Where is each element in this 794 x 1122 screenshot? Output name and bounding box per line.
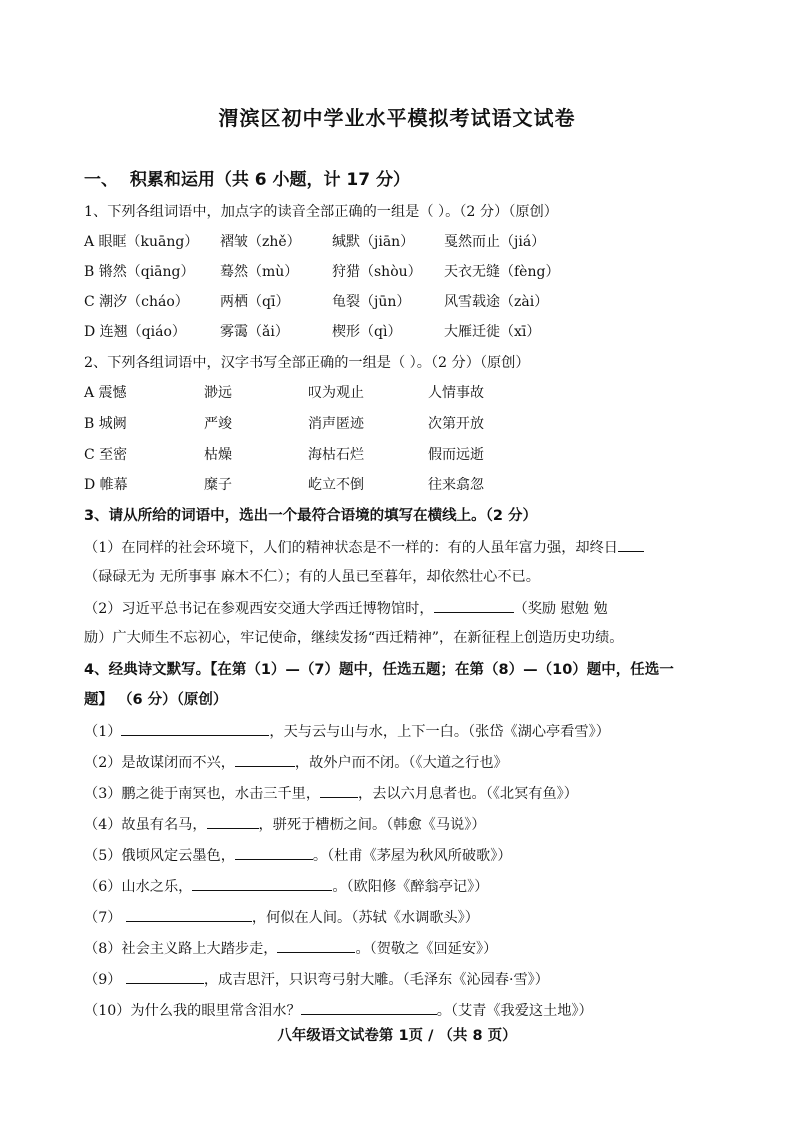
question-2-stem: 2、下列各组词语中，汉字书写全部正确的一组是（ ）。（2 分）（原创） <box>84 355 530 371</box>
option-cell: B 锵然（qiāng） <box>84 264 195 280</box>
exam-title: 渭滨区初中学业水平模拟考试语文试卷 <box>218 106 576 130</box>
answer-blank[interactable] <box>301 1000 437 1015</box>
option-cell: A 震憾 <box>84 385 127 401</box>
recitation-item <box>84 1000 593 1021</box>
item-text: （2）是故谋闭而不兴， <box>84 755 235 771</box>
option-cell: 人情事故 <box>428 385 484 401</box>
item-text: ，何似在人间。（苏轼《水调歌头》） <box>251 910 479 926</box>
recitation-item <box>84 938 497 959</box>
option-cell: 雾霭（ǎi） <box>220 324 289 340</box>
option-cell: D 连翘（qiáo） <box>84 324 186 340</box>
option-cell: 风雪载途（zài） <box>444 294 549 310</box>
answer-blank[interactable] <box>126 969 204 984</box>
option-cell: B 城阙 <box>84 416 127 432</box>
answer-blank[interactable] <box>207 814 259 829</box>
item-text: （3）鹏之徙于南冥也，水击三千里， <box>84 786 321 802</box>
recitation-item <box>84 721 610 742</box>
option-cell: D 帷幕 <box>84 477 128 493</box>
recitation-item <box>84 907 479 928</box>
answer-blank[interactable] <box>121 721 269 736</box>
item-text: ，骈死于槽枥之间。（韩愈《马说》） <box>258 817 486 833</box>
answer-blank[interactable] <box>126 907 252 922</box>
item-text: ，故外户而不闭。（《大道之行也》 <box>294 755 508 771</box>
answer-blank[interactable] <box>235 845 313 860</box>
option-cell: 次第开放 <box>428 416 484 432</box>
option-cell: 海枯石烂 <box>308 447 364 463</box>
question-3-text: （奖励 慰勉 勉 <box>513 601 608 617</box>
option-cell: 大雁迁徙（xī） <box>444 324 541 340</box>
option-cell: 消声匿迹 <box>308 416 364 432</box>
question-3-stem: 3、请从所给的词语中，选出一个最符合语境的填写在横线上。（2 分） <box>84 508 537 524</box>
option-cell: 假而远逝 <box>428 447 484 463</box>
item-text: （5）俄顷风定云墨色， <box>84 848 235 864</box>
option-cell: 龟裂（jūn） <box>332 294 411 310</box>
question-3-line <box>84 598 608 619</box>
recitation-item <box>84 969 549 990</box>
answer-blank[interactable] <box>618 537 644 552</box>
item-text: 。（杜甫《茅屋为秋风所破歌》） <box>312 848 512 864</box>
option-cell: 两栖（qī） <box>220 294 290 310</box>
item-text: 。（贺敬之《回延安》） <box>355 941 498 957</box>
option-cell: 严竣 <box>204 416 232 432</box>
option-cell: 屹立不倒 <box>308 477 364 493</box>
option-cell: 狩猎（shòu） <box>332 264 422 280</box>
answer-blank[interactable] <box>320 783 358 798</box>
item-text: 。（艾青《我爱这土地》） <box>436 1003 593 1019</box>
item-text: 。（欧阳修《醉翁亭记》） <box>332 879 489 895</box>
question-4-stem: 4、经典诗文默写。【在第（1）—（7）题中，任选五题；在第（8）—（10）题中，任选一 <box>84 662 674 678</box>
question-3-text: （碌碌无为 无所事事 麻木不仁）；有的人虽已至暮年，却依然壮心不已。 <box>84 569 540 585</box>
item-text: ，天与云与山与水，上下一白。（张岱《湖心亭看雪》） <box>269 724 610 740</box>
option-cell: C 至密 <box>84 447 128 463</box>
item-text: ，成吉思汗，只识弯弓射大雕。（毛泽东《沁园春·雪》） <box>203 972 549 988</box>
question-3-text: （2）习近平总书记在参观西安交通大学西迁博物馆时， <box>84 601 434 617</box>
option-cell: C 潮汐（cháo） <box>84 294 189 310</box>
recitation-item <box>84 876 488 897</box>
page-footer: 八年级语文试卷第 1页 / （共 8 页） <box>277 1028 517 1044</box>
answer-blank[interactable] <box>434 598 514 613</box>
option-cell: 褶皱（zhě） <box>220 234 301 250</box>
option-cell: 蓦然（mù） <box>220 264 299 280</box>
item-text: （6）山水之乐， <box>84 879 193 895</box>
item-text: （10）为什么我的眼里常含泪水？ <box>84 1003 301 1019</box>
question-3-line <box>84 537 644 558</box>
section-heading: 一、 积累和运用（共 6 小题，计 17 分） <box>84 170 410 190</box>
option-cell: 往来翕忽 <box>428 477 484 493</box>
option-cell: 楔形（qì） <box>332 324 402 340</box>
option-cell: 叹为观止 <box>308 385 364 401</box>
option-cell: 戛然而止（jiá） <box>444 234 546 250</box>
recitation-item <box>84 783 578 804</box>
question-3-text: （1）在同样的社会环境下，人们的精神状态是不一样的：有的人虽年富力强，却终日 <box>84 540 618 556</box>
item-text: ，去以六月息者也。（《北冥有鱼》） <box>358 786 578 802</box>
item-text: （9） <box>84 972 126 988</box>
option-cell: 糜子 <box>204 477 232 493</box>
option-cell: 缄默（jiān） <box>332 234 415 250</box>
item-text: （1） <box>84 724 122 740</box>
option-cell: 天衣无缝（fèng） <box>444 264 560 280</box>
item-text: （8）社会主义路上大踏步走， <box>84 941 278 957</box>
question-4-stem: 题】 （6 分）（原创） <box>84 692 228 708</box>
item-text: （4）故虽有名马， <box>84 817 207 833</box>
option-cell: 枯燥 <box>204 447 232 463</box>
answer-blank[interactable] <box>192 876 332 891</box>
recitation-item <box>84 752 508 773</box>
item-text: （7） <box>84 910 126 926</box>
option-cell: 渺远 <box>204 385 232 401</box>
recitation-item <box>84 845 512 866</box>
question-1-stem: 1、下列各组词语中，加点字的读音全部正确的一组是（ ）。（2 分）（原创） <box>84 204 558 220</box>
answer-blank[interactable] <box>235 752 295 767</box>
answer-blank[interactable] <box>277 938 355 953</box>
option-cell: A 眼眶（kuāng） <box>84 234 199 250</box>
question-3-text: 励）广大师生不忘初心，牢记使命，继续发扬“西迁精神”，在新征程上创造历史功绩。 <box>84 630 624 646</box>
recitation-item <box>84 814 486 835</box>
